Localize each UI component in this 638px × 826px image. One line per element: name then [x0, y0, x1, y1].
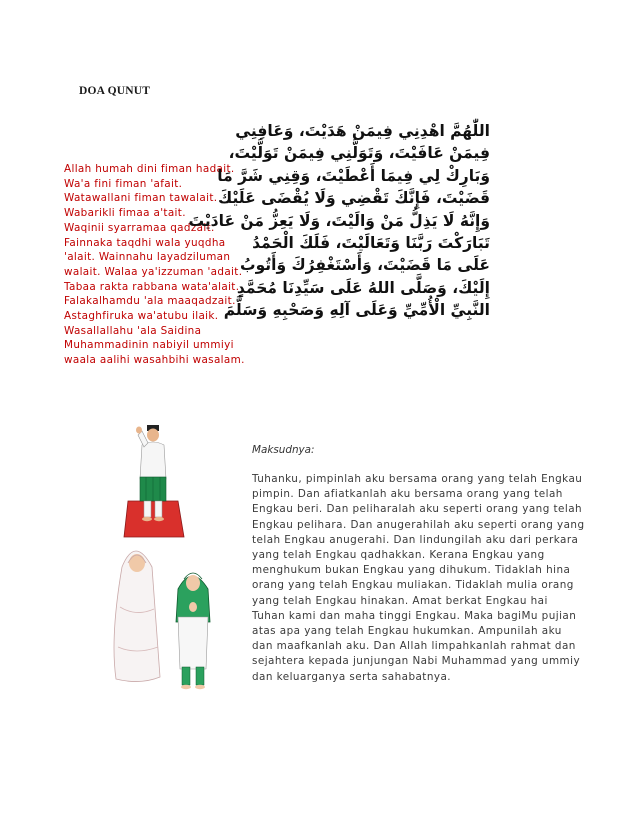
arabic-prayer-text [188, 120, 490, 413]
latin-line: Wasallallahu 'ala Saidina [64, 324, 202, 337]
latin-line: Fainnaka taqdhi wala yuqdha [64, 236, 226, 249]
arabic-line: وَإِنَّهُ لَا يَذِلُّ مَنْ وَالَيْتَ، وَلَا يَعِزُّ مَنْ عَادَيْتَ [188, 211, 490, 230]
arabic-line: اللّٰهُمَّ اهْدِنِي فِيمَنْ هَدَيْتَ، وَعَافِنِي [235, 122, 490, 140]
meaning-line: telah Engkau anugerahi. Dan lindungilah aku dari perkara [252, 533, 579, 546]
latin-line: walait. Walaa ya'izzuman 'adait. [64, 265, 243, 278]
meaning-line: sejahtera kepada junjungan Nabi Muhammad yang ummiy [252, 655, 581, 668]
meaning-line: atas apa yang telah Engkau hukumkan. Ampunilah aku [252, 625, 562, 638]
document-title: DOA QUNUT [79, 85, 151, 97]
meaning-line: pimpin. Dan afiatkanlah aku bersama orang yang telah [252, 488, 563, 501]
woman-white-telekung-figure [114, 551, 160, 682]
meaning-line: dan maafkanlah aku. Dan Allah limpahkanlah rahmat dan [252, 640, 576, 653]
meaning-line: Engkau pelihara. Dan anugerahilah aku seperti orang yang [252, 518, 585, 531]
latin-line: Watawallani fiman tawalait. [64, 192, 218, 205]
latin-line: Waqinii syarramaa qadzait. [64, 221, 215, 234]
latin-line: Tabaa rakta rabbana wata'alait. [64, 280, 240, 293]
meaning-paragraph [252, 472, 592, 685]
arabic-line: فِيمَنْ عَافَيْتَ، وَتَوَلَّنِي فِيمَنْ تَوَلَّيْتَ، [228, 144, 490, 163]
praying-family-illustration [100, 417, 260, 697]
arabic-line: قَضَيْتَ، فَإِنَّكَ تَقْضِي وَلَا يُقْضَى عَلَيْكَ [218, 189, 490, 208]
meaning-line: yang telah Engkau qadhakkan. Kerana Engkau yang [252, 549, 545, 562]
arabic-line: إِلَيْكَ، وَصَلَّى اللهُ عَلَى سَيِّدِنَا مُحَمَّدٍ [236, 278, 490, 297]
meaning-line: dan keluarganya serta sahabatnya. [252, 670, 452, 683]
meaning-line: menghukum bukan Engkau yang dihukum. Tidaklah hina [252, 564, 571, 577]
meaning-line: Engkau beri. Dan peliharalah aku seperti orang yang telah [252, 503, 583, 516]
arabic-line: تَبَارَكْتَ رَبَّنَا وَتَعَالَيْتَ، فَلَكَ الْحَمْدُ [252, 234, 490, 253]
latin-line: Wa'a fini fiman 'afait. [64, 177, 183, 190]
arabic-line: وَبَارِكْ لِي فِيمَا أَعْطَيْتَ، وَقِنِي شَرَّ مَا [217, 166, 490, 185]
latin-line: 'alait. Wainnahu layadziluman [64, 251, 231, 264]
meaning-line: yang telah Engkau hinakan. Amat berkat Engkau hai [252, 594, 548, 607]
latin-line: Muhammadinin nabiyil ummiyi [64, 339, 234, 352]
latin-line: Falakalhamdu 'ala maaqadzait. [64, 295, 236, 308]
latin-line: Astaghfiruka wa'atubu ilaik. [64, 310, 219, 323]
meaning-line: Tuhan kami dan maha tinggi Engkau. Maka bagiMu pujian [252, 609, 577, 622]
latin-line: waala aalihi wasahbihi wasalam. [64, 354, 245, 367]
meaning-line: Tuhanku, pimpinlah aku bersama orang yang telah Engkau [252, 473, 583, 485]
latin-line: Allah humah dini fiman hadait. [64, 163, 235, 175]
arabic-line: النَّبِيِّ الْأُمِّيِّ وَعَلَى آلِهِ وَصَحْبِهِ وَسَلَّمَ [223, 301, 490, 320]
girl-green-figure [176, 573, 210, 689]
latin-line: Wabarikli fimaa a'tait. [64, 207, 186, 220]
meaning-label: Maksudnya: [252, 444, 315, 456]
arabic-line: عَلَى مَا قَضَيْتَ، وَأَسْتَغْفِرُكَ وَأَتُوبُ [240, 256, 490, 275]
meaning-line: orang yang telah Engkau muliakan. Tidaklah mulia orang [252, 579, 574, 592]
